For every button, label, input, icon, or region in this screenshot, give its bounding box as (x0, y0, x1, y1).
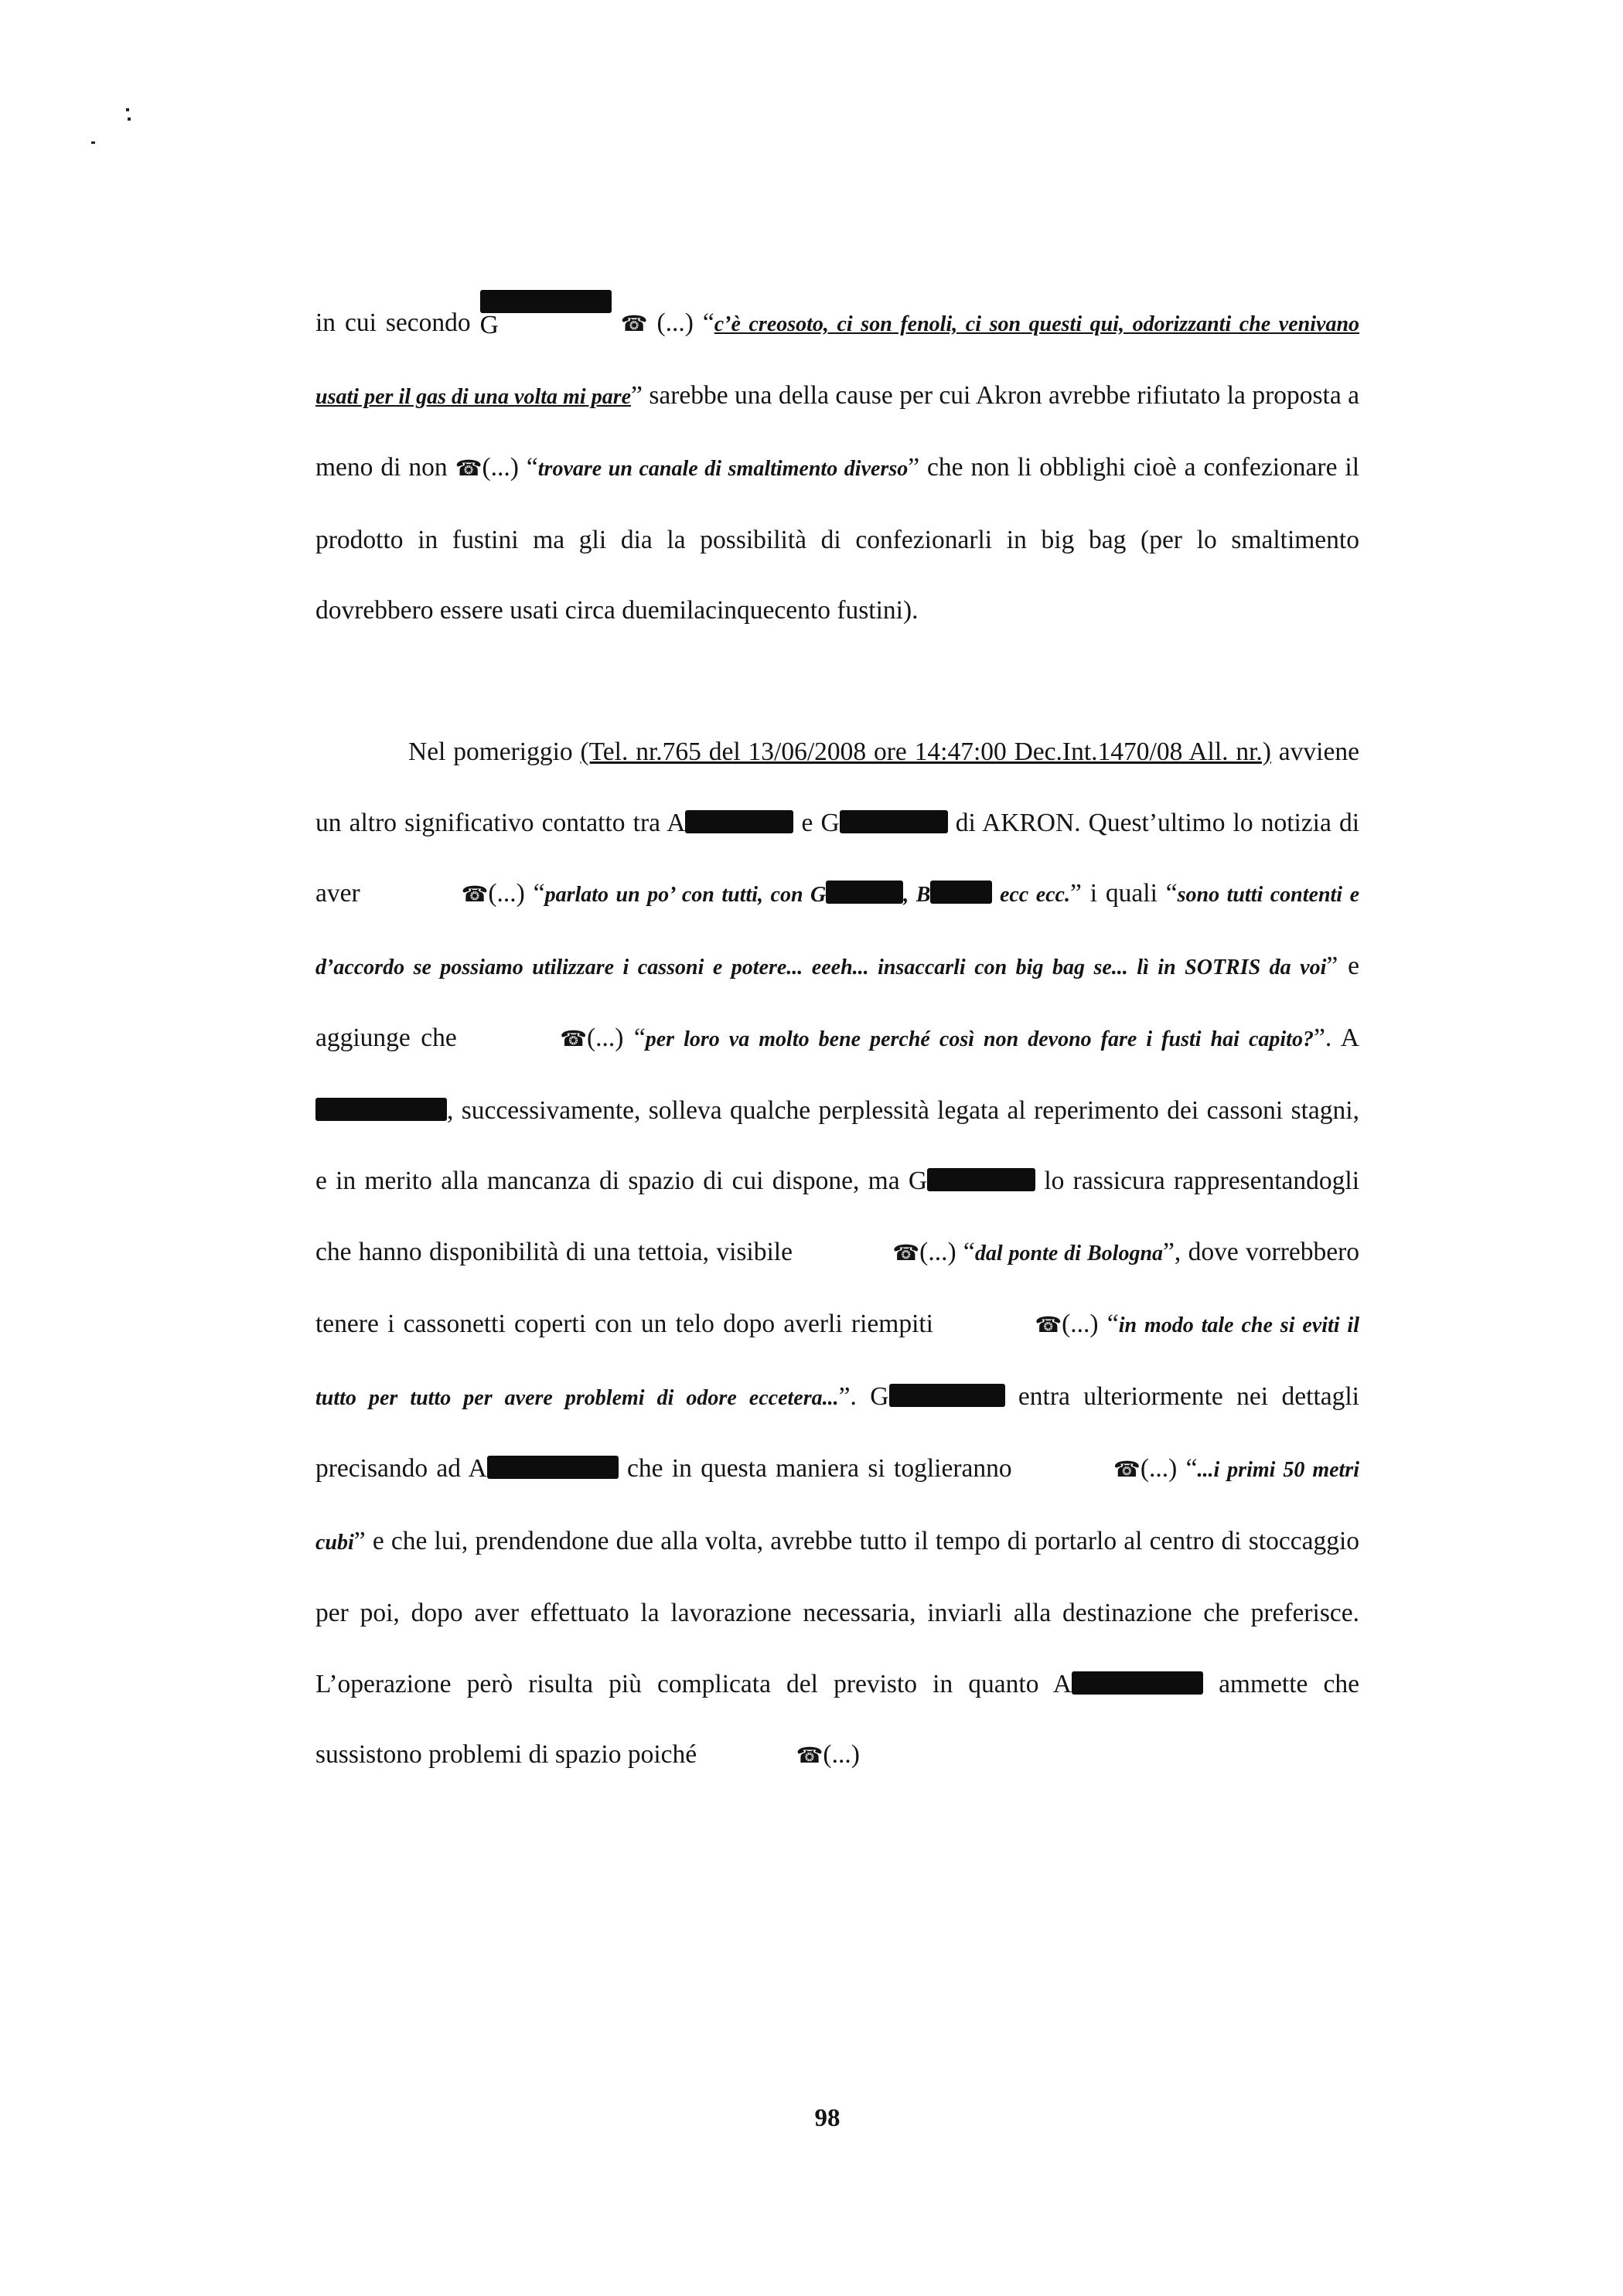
text: ” e che lui, prendendone due alla volta, avrebbe tutto il tempo di portarlo al centro di stoccaggio per poi, dopo aver effettuato la lavorazione necessaria, inviarli alla destinazione che preferisce. L’operazione però risulta più complicata del previsto in quanto (315, 1526, 1359, 1698)
phone-icon: ☎ (461, 881, 489, 907)
text: , successivamente, solleva qualche perplessità legata al reperimento dei cassoni stagni, e in merito alla mancanza di spazio di cui dispone, ma (315, 1095, 1359, 1195)
redaction-box (487, 1456, 619, 1479)
quote: c’è creosoto, ci son fenoli, ci son questi qui, odorizzanti che venivano usati per il gas di una volta mi pare (315, 312, 1360, 409)
redaction-box (315, 1098, 447, 1121)
text: lo rassicura rappresentandogli che hanno disponibilità di una tettoia, visibile (315, 1167, 1360, 1266)
text: (...) “ (482, 453, 538, 482)
scan-speck (126, 108, 129, 111)
redacted-initial: B (915, 883, 931, 907)
redacted-initial: G (908, 1167, 928, 1195)
redaction-box (927, 1168, 1035, 1191)
redaction-box (840, 810, 948, 833)
text: ” e aggiunge che (315, 951, 1359, 1052)
text: ”. (838, 1381, 871, 1411)
paragraph-2 (315, 717, 1359, 1791)
quote: ...i primi 50 metri cubi (315, 1458, 1359, 1555)
text: e (793, 808, 821, 837)
redacted-initial: G (479, 311, 499, 339)
quote: sono tutti contenti e d’accordo se possiamo utilizzare i cassoni e potere... eeeh... insaccarli con big bag se... lì in SOTRIS da voi (315, 883, 1360, 979)
phone-icon: ☎ (455, 455, 482, 481)
text: (...) “ (587, 1024, 646, 1052)
call-reference: (Tel. nr.765 del 13/06/2008 ore 14:47:00 Dec.Int.1470/08 All. nr.) (580, 738, 1271, 766)
quote: ecc ecc. (992, 883, 1070, 907)
quote: , (903, 883, 916, 907)
phone-icon: ☎ (620, 311, 648, 336)
redacted-initial: G (820, 808, 840, 837)
text: ” che non li obblighi cioè a confezionare il prodotto in fustini ma gli dia la possibilità di confezionarli in big bag (per lo smaltimento dovrebbero essere usati circa duemilacinquecento fustini). (315, 453, 1360, 625)
phone-icon: ☎ (1035, 1312, 1062, 1337)
text: avviene un altro significativo contatto tra (315, 738, 1359, 837)
redaction-box (685, 810, 793, 833)
redacted-initial: A (667, 808, 686, 837)
page-number: 98 (814, 2104, 840, 2132)
phone-icon: ☎ (1113, 1456, 1141, 1482)
redaction-box (479, 290, 612, 339)
text: ” sarebbe una della cause per cui Akron avrebbe rifiutato la proposta a meno di non (315, 380, 1359, 482)
paragraph-1 (315, 288, 1359, 646)
text: ”. (1313, 1024, 1341, 1052)
text: ”, dove vorrebbero tenere i cassonetti coperti con un telo dopo averli riempiti (315, 1237, 1359, 1338)
redaction-box (826, 881, 903, 904)
quote: dal ponte di Bologna (974, 1241, 1164, 1266)
quote: parlato un po’ con tutti, con (544, 883, 811, 907)
redaction-box (930, 881, 992, 904)
phone-icon: ☎ (560, 1026, 587, 1051)
body-text (315, 288, 1359, 1791)
text: ammette che sussistono problemi di spazio poiché (315, 1669, 1359, 1769)
text: Nel pomeriggio (408, 738, 581, 766)
redaction-box (1072, 1671, 1203, 1695)
text: (...) “ (488, 879, 545, 908)
quote: per loro va molto bene perché così non devono fare i fusti hai capito? (645, 1027, 1314, 1051)
text: che in questa maniera si toglieranno (618, 1454, 1021, 1483)
text: in cui secondo (315, 308, 480, 337)
redacted-initial: A (468, 1454, 487, 1483)
text: (...) “ (647, 308, 714, 337)
quote: trovare un canale di smaltimento diverso (537, 457, 909, 481)
redacted-initial: G (870, 1381, 889, 1411)
phone-icon: ☎ (892, 1239, 920, 1266)
redacted-initial: G (810, 883, 827, 907)
scan-speck (91, 141, 95, 144)
redacted-initial: A (1052, 1669, 1072, 1698)
phone-icon: ☎ (796, 1742, 823, 1768)
text: (...) (823, 1740, 860, 1769)
text: (...) “ (1140, 1454, 1198, 1483)
redaction-box (889, 1384, 1005, 1407)
quote: in modo tale che si eviti il tutto per tutto per avere problemi di odore eccetera... (315, 1313, 1359, 1410)
text: (...) “ (919, 1237, 975, 1266)
text: (...) “ (1062, 1310, 1119, 1338)
scan-speck (128, 118, 131, 121)
redacted-initial: A (1340, 1024, 1359, 1052)
text: di AKRON. Quest’ultimo lo notizia di aver (315, 808, 1359, 908)
text: ” i quali “ (1070, 879, 1178, 908)
text: entra ulteriormente nei dettagli precisando ad (315, 1381, 1359, 1483)
